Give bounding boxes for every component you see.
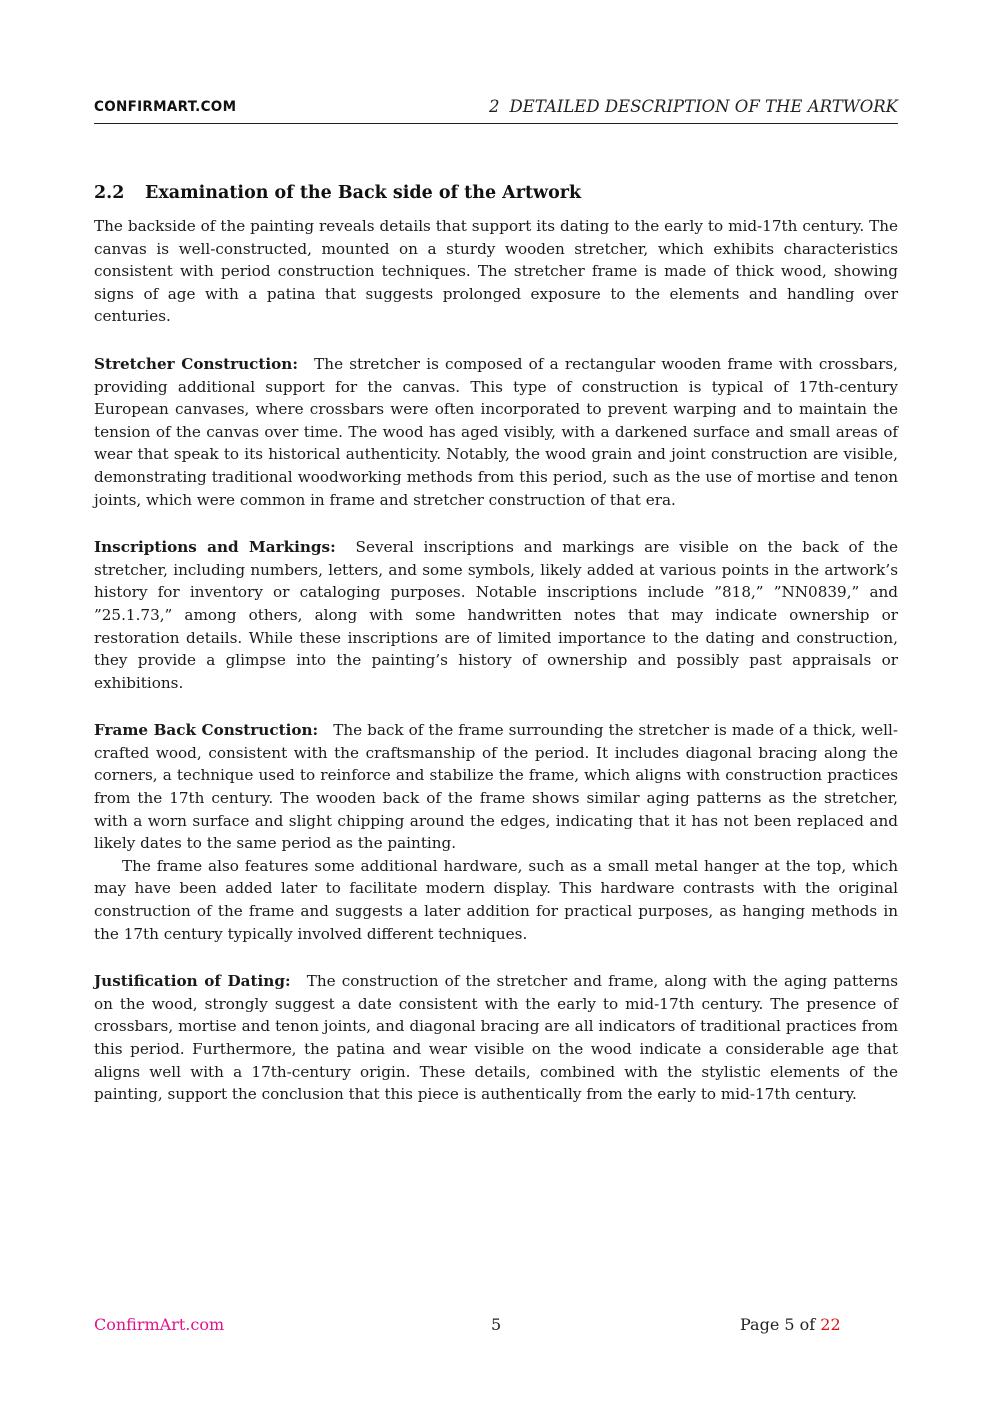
intro-paragraph: The backside of the painting reveals details that support its dating to the early to mid-17th century. The canvas is well-constructed, mounted on a sturdy wooden stretcher, which exhibits characteristics consistent with period construction techniques. The stretcher frame is made of thick wood, showing signs of age with a patina that suggests prolonged exposure to the elements and handling over centuries. <box>94 217 898 326</box>
stretcher-paragraph-title: Stretcher Construction: <box>94 354 298 373</box>
section-title: Examination of the Back side of the Artwork <box>145 183 582 203</box>
footer-page-of <box>740 1315 841 1334</box>
stretcher-paragraph-text: The stretcher is composed of a rectangular wooden frame with crossbars, providing additional support for the canvas. This type of construction is typical of 17th-century European canvases, where crossbars were often incorporated to prevent warping and to maintain the tension of the canvas over time. The wood has aged visibly, with a darkened surface and small areas of wear that speak to its historical authenticity. Notably, the wood grain and joint construction are visible, demonstrating traditional woodworking methods from this period, such as the use of mortise and tenon joints, which were common in frame and stretcher construction of that era. <box>94 354 898 509</box>
frame-paragraph-title: Frame Back Construction: <box>94 721 319 740</box>
inscriptions-paragraph-title: Inscriptions and Markings: <box>94 538 336 557</box>
justification-paragraph-text: The construction of the stretcher and frame, along with the aging patterns on the wood, strongly suggest a date consistent with the early to mid-17th century. The presence of crossbars, mortise and tenon joints, and diagonal bracing are all indicators of traditional practices from this period. Furthermore, the patina and wear visible on the wood indicate a considerable age that aligns well with a 17th-century origin. These details, combined with the stylistic elements of the painting, support the conclusion that this piece is authentically from the early to mid-17th century. <box>94 972 899 1104</box>
justification-paragraph <box>94 970 898 1106</box>
inscriptions-paragraph <box>94 536 898 694</box>
frame-continuation-paragraph: The frame also features some additional hardware, such as a small metal hanger at the top, which may have been added later to facilitate modern display. This hardware contrasts with the original construction of the frame and suggests a later addition for practical purposes, as hanging methods in the 17th century typically involved different techniques. <box>94 856 898 943</box>
footer-page-prefix: Page 5 of <box>740 1315 816 1334</box>
frame-paragraph-text: The back of the frame surrounding the stretcher is made of a thick, well-crafted wood, consistent with the craftsmanship of the period. It includes diagonal bracing along the corners, a technique used to reinforce and stabilize the frame, which aligns with construction practices from the 17th century. The wooden back of the frame shows similar aging patterns as the stretcher, with a worn surface and slight chipping around the edges, indicating that it has not been replaced and likely dates to the same period as the painting. <box>94 721 898 853</box>
footer-page-number: 5 <box>491 1315 502 1334</box>
section-heading <box>94 180 898 206</box>
running-head-number: 2 <box>489 97 500 116</box>
page-header <box>94 96 898 124</box>
section-number: 2.2 <box>94 183 125 203</box>
inscriptions-paragraph-text: Several inscriptions and markings are visible on the back of the stretcher, including numbers, letters, and some symbols, likely added at various points in the artwork’s history for inventory or cataloging purposes. Notable inscriptions include ”818,” ”NN0839,” and ”25.1.73,” among others, along with some handwritten notes that may indicate ownership or restoration details. While these inscriptions are of limited importance to the dating and construction, they provide a glimpse into the painting’s history of ownership and possibly past appraisals or exhibitions. <box>94 538 898 692</box>
justification-paragraph-title: Justification of Dating: <box>94 972 291 991</box>
footer-site-link[interactable]: ConfirmArt.com <box>94 1315 225 1334</box>
running-head-title: DETAILED DESCRIPTION OF THE ARTWORK <box>509 97 898 116</box>
footer-total-pages-link[interactable]: 22 <box>820 1315 841 1334</box>
frame-paragraph <box>94 719 898 855</box>
main-content <box>94 180 898 1106</box>
site-logo: CONFIRMART.COM <box>94 98 237 116</box>
running-head <box>489 97 898 116</box>
stretcher-paragraph <box>94 353 898 511</box>
